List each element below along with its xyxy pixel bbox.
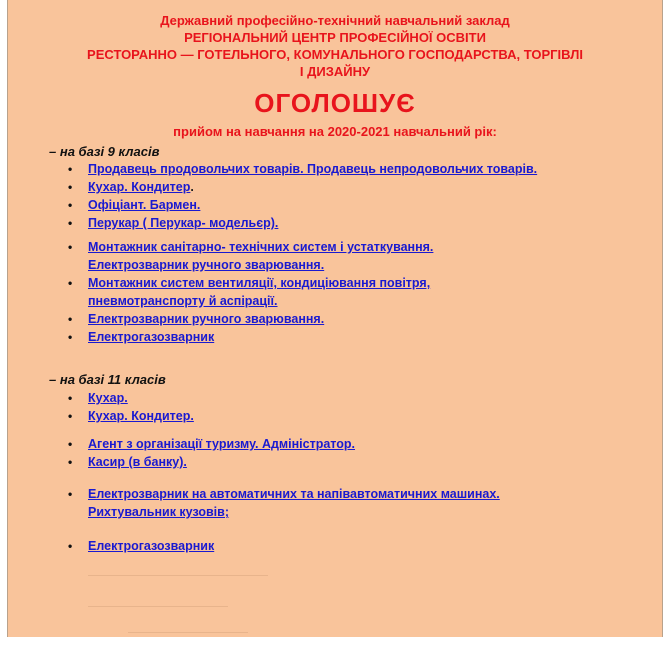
bullet-icon: •	[68, 455, 73, 469]
bullet-icon: •	[68, 180, 73, 194]
bullet-icon: •	[68, 162, 73, 176]
profession-link-welder-automatic[interactable]: Електрозварник на автоматичних та напівавтоматичних машинах.	[88, 487, 500, 501]
header-line-1: Державний професійно-технічний навчальний заклад	[160, 13, 510, 28]
bullet-icon: •	[68, 276, 73, 290]
list-item	[66, 310, 537, 328]
list-item	[66, 407, 500, 425]
list-item	[66, 435, 500, 453]
basis-9-list	[66, 160, 537, 346]
faint-line	[88, 606, 228, 607]
announce-title: ОГОЛОШУЄ	[254, 88, 416, 118]
profession-link-tourism-agent[interactable]: Агент з організації туризму. Адміністратор.	[88, 437, 356, 451]
header-line-3: РЕСТОРАННО — ГОТЕЛЬНОГО, КОМУНАЛЬНОГО ГОСПОДАРСТВА, ТОРГІВЛІ	[87, 47, 583, 62]
announcement-page	[7, 0, 663, 637]
list-item	[66, 389, 500, 407]
basis-11-label: – на базі 11 класів	[49, 372, 166, 387]
list-item	[66, 537, 500, 555]
bullet-icon: •	[68, 216, 73, 230]
profession-link-cashier[interactable]: Касир (в банку).	[88, 455, 187, 469]
profession-link-cook-confectioner-11[interactable]: Кухар. Кондитер.	[88, 409, 194, 423]
profession-link-gas-welder-11[interactable]: Електрогазозварник	[88, 539, 215, 553]
list-item	[66, 453, 500, 471]
profession-link-hairdresser[interactable]: Перукар ( Перукар- модельєр).	[88, 216, 279, 230]
profession-link-welder-manual[interactable]: Електрозварник ручного зварювання.	[88, 258, 325, 272]
profession-link-welder-manual-2[interactable]: Електрозварник ручного зварювання.	[88, 312, 325, 326]
profession-link-cook[interactable]: Кухар.	[88, 391, 128, 405]
list-item	[66, 238, 537, 274]
list-item	[66, 178, 537, 196]
bullet-icon: •	[68, 330, 73, 344]
list-item	[66, 485, 500, 521]
admission-subtitle: прийом на навчання на 2020-2021 навчальний рік:	[173, 124, 497, 139]
list-item	[66, 274, 537, 310]
bullet-icon: •	[68, 198, 73, 212]
profession-link-pneumotransport[interactable]: пневмотранспорту й аспірації.	[88, 294, 278, 308]
faint-line	[88, 575, 268, 576]
profession-link-ventilation-installer[interactable]: Монтажник систем вентиляції, кондиціювання повітря,	[88, 276, 431, 290]
trailing-dot: .	[190, 180, 194, 194]
profession-link-body-straightener[interactable]: Рихтувальник кузовів;	[88, 505, 230, 519]
basis-9-label: – на базі 9 класів	[49, 144, 160, 159]
list-item	[66, 328, 537, 346]
profession-link-plumbing-installer[interactable]: Монтажник санітарно- технічних систем і устаткування.	[88, 240, 434, 254]
bullet-icon: •	[68, 539, 73, 553]
profession-link-cook-confectioner[interactable]: Кухар. Кондитер	[88, 180, 191, 194]
bullet-icon: •	[68, 409, 73, 423]
basis-11-list	[66, 389, 500, 555]
list-item	[66, 196, 537, 214]
faint-line	[128, 632, 248, 633]
list-item	[66, 160, 537, 178]
profession-link-seller[interactable]: Продавець продовольчих товарів. Продавець непродовольчих товарів.	[88, 162, 538, 176]
bullet-icon: •	[68, 312, 73, 326]
bullet-icon: •	[68, 240, 73, 254]
bullet-icon: •	[68, 391, 73, 405]
header-line-4: І ДИЗАЙНУ	[299, 64, 371, 79]
list-item	[66, 214, 537, 232]
institution-header	[8, 12, 662, 80]
bullet-icon: •	[68, 487, 73, 501]
profession-link-waiter-bartender[interactable]: Офіціант. Бармен.	[88, 198, 201, 212]
bullet-icon: •	[68, 437, 73, 451]
profession-link-gas-welder[interactable]: Електрогазозварник	[88, 330, 215, 344]
header-line-2: РЕГІОНАЛЬНИЙ ЦЕНТР ПРОФЕСІЙНОЇ ОСВІТИ	[184, 30, 486, 45]
